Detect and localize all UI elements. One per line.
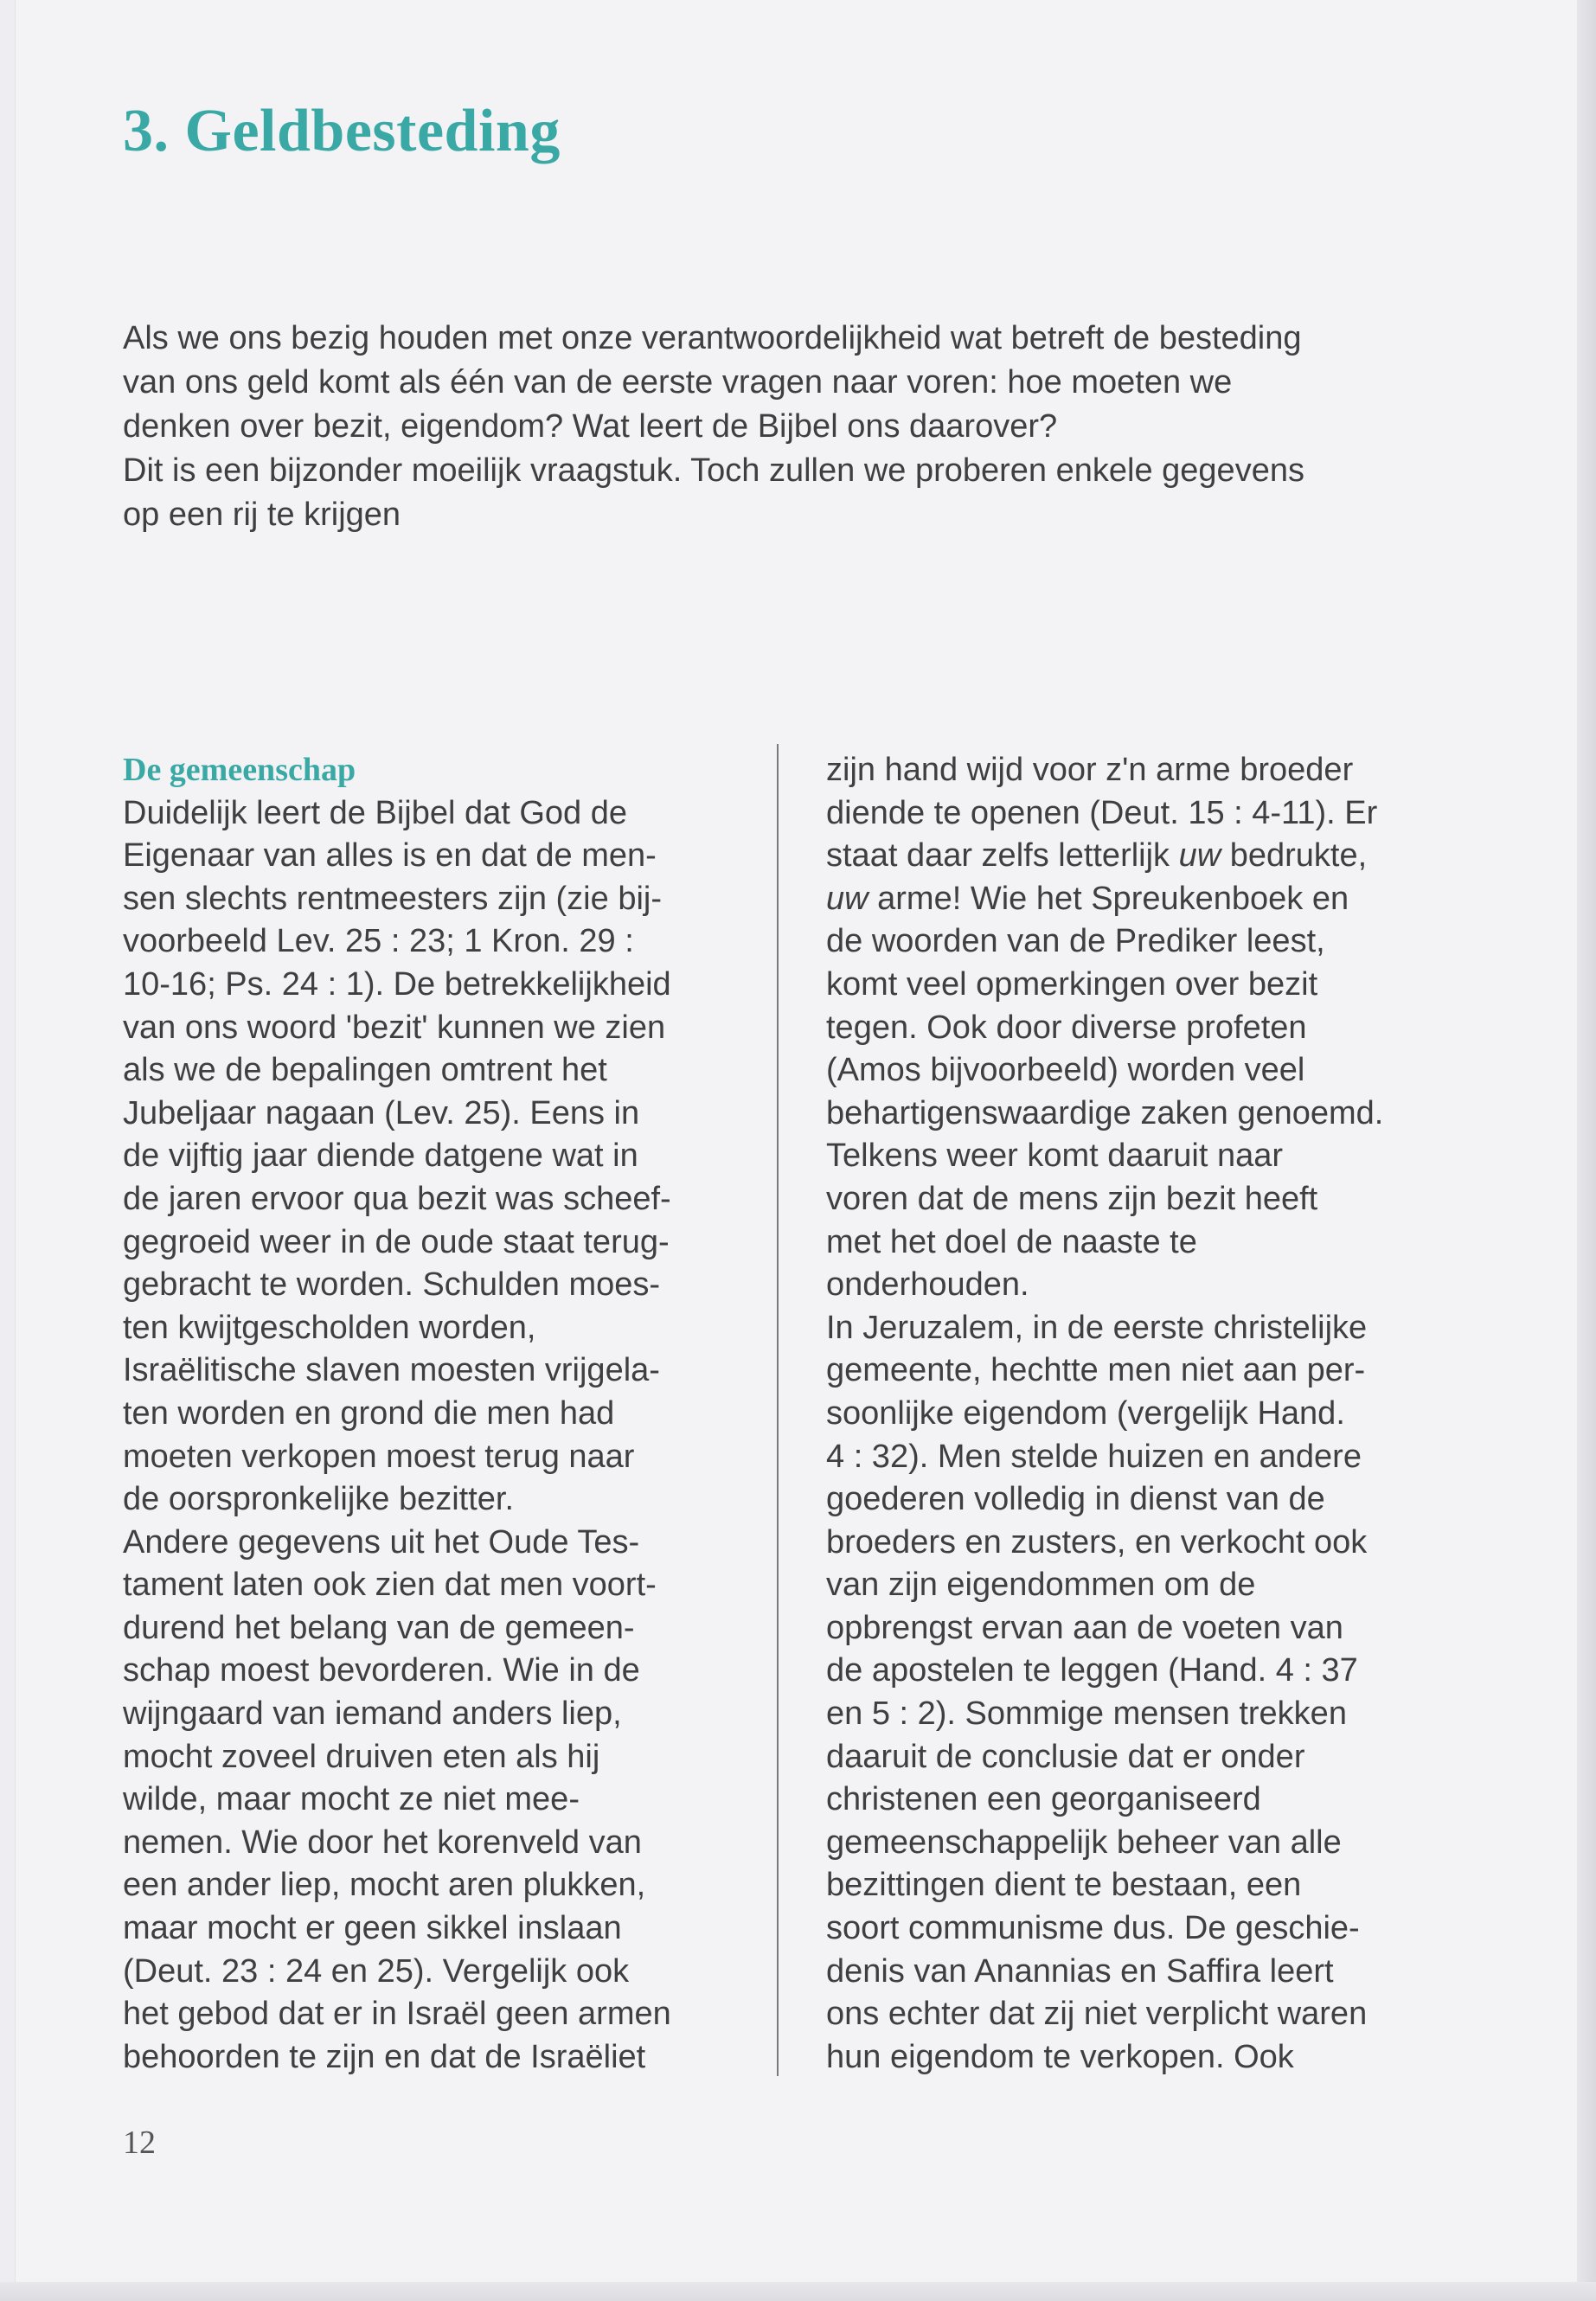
text-line: gebracht te worden. Schulden moes- [123, 1266, 661, 1304]
text-line: wilde, maar mocht ze niet mee- [123, 1781, 580, 1818]
emphasis-uw: uw [1178, 837, 1221, 875]
intro-line: denken over bezit, eigendom? Wat leert de Bijbel ons daarover? [123, 408, 1058, 445]
text-line-emphasis [826, 835, 1449, 878]
text-line: soonlijke eigendom (vergelijk Hand. [826, 1394, 1345, 1432]
text-line: 4 : 32). Men stelde huizen en andere [826, 1438, 1362, 1475]
text-line: diende te openen (Deut. 15 : 4-11). Er [826, 794, 1378, 831]
text-line: moeten verkopen moest terug naar [123, 1438, 635, 1475]
text-line: schap moest bevorderen. Wie in de [123, 1652, 640, 1689]
text-line: denis van Anannias en Saffira leert [826, 1952, 1334, 1990]
text-line: ten worden en grond die men had [123, 1394, 615, 1432]
text-line: hun eigendom te verkopen. Ook [826, 2038, 1294, 2075]
text-line: tament laten ook zien dat men voort- [123, 1567, 657, 1604]
chapter-title: 3. Geldbesteding [123, 98, 561, 164]
text-segment: bedrukte, [1221, 837, 1368, 875]
text-line: In Jeruzalem, in de eerste christelijke [826, 1309, 1368, 1346]
column-divider [777, 744, 779, 2076]
text-line: goederen volledig in dienst van de [826, 1481, 1325, 1518]
text-line: onderhouden. [826, 1266, 1029, 1304]
text-line: een ander liep, mocht aren plukken, [123, 1867, 646, 1904]
emphasis-uw: uw [826, 880, 869, 917]
text-line: Duidelijk leert de Bijbel dat God de [123, 794, 628, 831]
text-line: en 5 : 2). Sommige mensen trekken [826, 1695, 1347, 1733]
text-line-emphasis [826, 878, 1449, 921]
text-line: opbrengst ervan aan de voeten van [826, 1609, 1343, 1646]
text-line: (Deut. 23 : 24 en 25). Vergelijk ook [123, 1952, 630, 1990]
text-line: mocht zoveel druiven eten als hij [123, 1738, 600, 1775]
text-line: met het doel de naaste te [826, 1223, 1197, 1260]
text-segment: arme! Wie het Spreukenboek en [868, 880, 1349, 917]
text-line: Eigenaar van alles is en dat de men- [123, 837, 657, 875]
section-heading: De gemeenschap [123, 752, 356, 788]
page-edge-bottom [0, 2282, 1596, 2301]
text-line: gemeente, hechtte men niet aan per- [826, 1352, 1366, 1389]
text-line: voren dat de mens zijn bezit heeft [826, 1180, 1318, 1217]
text-line: sen slechts rentmeesters zijn (zie bij- [123, 880, 662, 917]
text-line: het gebod dat er in Israël geen armen [123, 1996, 671, 2033]
intro-line: Als we ons bezig houden met onze verantwoordelijkheid wat betreft de besteding [123, 320, 1302, 356]
text-line: Andere gegevens uit het Oude Tes- [123, 1523, 640, 1561]
text-line: christenen een georganiseerd [826, 1781, 1261, 1818]
text-line: Jubeljaar nagaan (Lev. 25). Eens in [123, 1094, 640, 1131]
text-line: als we de bepalingen omtrent het [123, 1052, 607, 1089]
text-line: broeders en zusters, en verkocht ook [826, 1523, 1368, 1561]
page-number: 12 [123, 2125, 156, 2161]
text-segment: staat daar zelfs letterlijk [826, 837, 1179, 875]
text-line: durend het belang van de gemeen- [123, 1609, 635, 1646]
text-line: behoorden te zijn en dat de Israëliet [123, 2038, 646, 2075]
text-line: gemeenschappelijk beheer van alle [826, 1823, 1342, 1861]
text-line: Telkens weer komt daaruit naar [826, 1138, 1284, 1175]
text-line: de oorspronkelijke bezitter. [123, 1481, 515, 1518]
intro-paragraph [123, 317, 1438, 537]
intro-line: Dit is een bijzonder moeilijk vraagstuk. Toch zullen we proberen enkele gegevens [123, 452, 1304, 489]
text-line: daaruit de conclusie dat er onder [826, 1738, 1305, 1775]
text-line: voorbeeld Lev. 25 : 23; 1 Kron. 29 : [123, 923, 634, 960]
text-line: Israëlitische slaven moesten vrijgela- [123, 1352, 660, 1389]
text-line: (Amos bijvoorbeeld) worden veel [826, 1052, 1305, 1089]
text-line: de woorden van de Prediker leest, [826, 923, 1325, 960]
text-line: ten kwijtgescholden worden, [123, 1309, 536, 1346]
text-line: 10-16; Ps. 24 : 1). De betrekkelijkheid [123, 965, 671, 1003]
right-column [826, 749, 1449, 2079]
text-line: tegen. Ook door diverse profeten [826, 1009, 1307, 1046]
intro-line: op een rij te krijgen [123, 497, 401, 533]
text-line: maar mocht er geen sikkel inslaan [123, 1910, 622, 1947]
text-line: de apostelen te leggen (Hand. 4 : 37 [826, 1652, 1358, 1689]
text-line: gegroeid weer in de oude staat terug- [123, 1223, 670, 1260]
left-column [123, 749, 746, 2079]
text-line: behartigenswaardige zaken genoemd. [826, 1094, 1384, 1131]
text-line: komt veel opmerkingen over bezit [826, 965, 1318, 1003]
page-edge-right [1577, 0, 1596, 2301]
text-line: soort communisme dus. De geschie- [826, 1910, 1360, 1947]
text-line: ons echter dat zij niet verplicht waren [826, 1996, 1368, 2033]
text-line: de jaren ervoor qua bezit was scheef- [123, 1180, 671, 1217]
text-line: de vijftig jaar diende datgene wat in [123, 1138, 638, 1175]
intro-line: van ons geld komt als één van de eerste vragen naar voren: hoe moeten we [123, 364, 1233, 401]
text-line: van ons woord 'bezit' kunnen we zien [123, 1009, 666, 1046]
text-line: zijn hand wijd voor z'n arme broeder [826, 752, 1354, 788]
text-line: van zijn eigendommen om de [826, 1567, 1256, 1604]
text-line: nemen. Wie door het korenveld van [123, 1823, 642, 1861]
text-line: bezittingen dient te bestaan, een [826, 1867, 1302, 1904]
text-line: wijngaard van iemand anders liep, [123, 1695, 622, 1733]
